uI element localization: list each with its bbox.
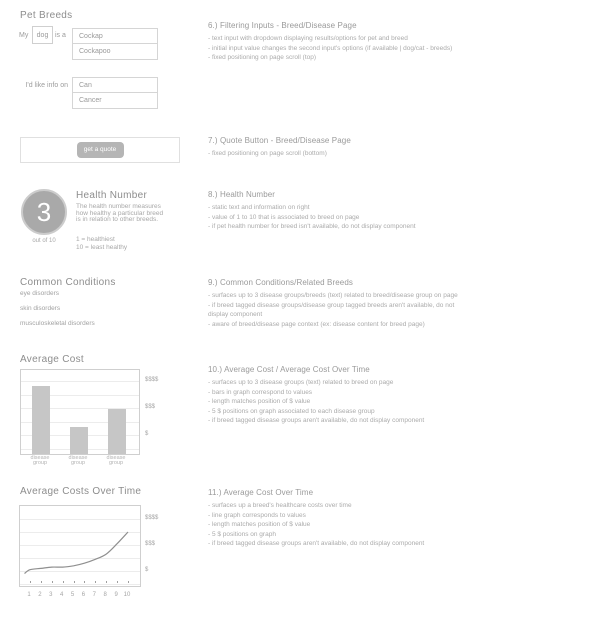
annotation-bullets <box>208 149 538 159</box>
list-item: - length matches position of $ value <box>208 521 311 528</box>
health-number-circle <box>21 189 67 235</box>
page-title: Pet Breeds <box>20 10 73 21</box>
list-item: - text input with dropdown displaying results/options for pet and breed <box>208 35 408 42</box>
disease-input[interactable]: Can <box>72 77 158 93</box>
x-tick <box>30 581 31 583</box>
bar-category-label: disease group <box>106 454 126 466</box>
health-title: Health Number <box>76 190 148 201</box>
average-cost-line-chart <box>19 505 141 587</box>
x-tick-label: 7 <box>92 592 96 598</box>
annotation-title: 9.) Common Conditions/Related Breeds <box>208 278 354 287</box>
bar-chart-title: Average Cost <box>20 354 85 365</box>
list-item: - 5 $ positions on graph <box>208 530 276 538</box>
list-item: - initial input value changes the second input's options (if available | dog/cat - breeds) <box>208 44 453 52</box>
breed-dropdown-option[interactable]: Cockapoo <box>72 43 158 60</box>
bar-ytick-bottom: $ <box>145 431 149 437</box>
conditions-title: Common Conditions <box>20 277 116 288</box>
filter-prefix-label: My <box>19 32 29 39</box>
list-item: - if pet health number for breed isn't available, do not display component <box>208 223 416 230</box>
health-description <box>76 204 163 224</box>
average-cost-over-time-section <box>19 486 189 616</box>
annotation-title: 10.) Average Cost / Average Cost Over Time <box>208 365 370 374</box>
line-series <box>25 532 129 574</box>
health-legend-least-healthy: 10 = least healthy <box>76 244 128 251</box>
list-item: - aware of breed/disease page context (ex: disease content for breed page) <box>208 320 425 328</box>
list-item: - surfaces up to 3 disease groups (text) related to breed on page <box>208 379 394 386</box>
list-item: how healthy a particular breed <box>76 209 164 217</box>
list-item: - length matches position of $ value <box>208 398 311 405</box>
annotation-quote-button <box>208 136 538 159</box>
list-item: - line graph corresponds to values <box>208 511 306 519</box>
list-item: - bars in graph correspond to values <box>208 388 313 396</box>
get-a-quote-button[interactable]: get a quote <box>77 142 124 158</box>
bar-category-label: disease group <box>68 454 88 466</box>
annotation-bullets <box>208 291 468 329</box>
bar-disease-group <box>70 427 88 454</box>
info-filter-label: I'd like info on <box>25 82 68 89</box>
x-tick-label: 1 <box>27 592 31 598</box>
x-tick <box>117 581 118 583</box>
gridline <box>21 381 139 382</box>
x-tick <box>128 581 129 583</box>
x-tick-label: 5 <box>70 592 75 598</box>
x-tick <box>74 581 75 583</box>
health-legend-healthiest: 1 = healthiest <box>76 236 115 243</box>
bar-disease-group <box>108 409 126 454</box>
annotation-average-cost-over-time <box>208 488 538 549</box>
annotation-title: 6.) Filtering Inputs - Breed/Disease Page <box>208 21 357 30</box>
list-item: musculoskeletal disorders <box>20 320 95 327</box>
list-item: - 5 $ positions on graph associated to each disease group <box>208 407 375 415</box>
conditions-list <box>20 291 95 336</box>
list-item: - value of 1 to 10 that is associated to breed on page <box>208 213 360 221</box>
annotation-bullets <box>208 378 538 426</box>
average-cost-bar-chart <box>20 369 140 455</box>
x-tick <box>95 581 96 583</box>
list-item: - if breed tagged disease groups aren't available, do not display component <box>208 417 425 424</box>
x-tick-label: 2 <box>38 592 42 598</box>
list-item: skin disorders <box>20 305 61 312</box>
line-ytick-top: $$$$ <box>145 515 159 521</box>
x-tick <box>41 581 42 583</box>
annotation-title: 8.) Health Number <box>208 190 276 199</box>
list-item: - surfaces up to 3 disease groups/breeds (text) related to breed/disease group on page <box>208 292 458 299</box>
list-item: - fixed positioning on page scroll (top) <box>208 54 317 61</box>
line-chart-title: Average Costs Over Time <box>20 486 142 497</box>
list-item: is in relation to other breeds. <box>76 216 159 224</box>
x-tick-label: 10 <box>123 592 131 598</box>
bar-disease-group <box>32 386 50 454</box>
list-item: - if breed tagged disease groups/disease group tagged breeds aren't available, do not display component <box>208 301 455 318</box>
list-item: The health number measures <box>76 203 161 210</box>
annotation-filtering-inputs <box>208 21 538 63</box>
annotation-bullets <box>208 501 538 549</box>
list-item: - surfaces up a breed's healthcare costs over time <box>208 502 352 509</box>
health-number-value: 3 <box>36 197 52 227</box>
average-cost-section <box>20 354 190 469</box>
filter-connector-label: is a <box>55 32 66 39</box>
breed-input[interactable]: Cockap <box>72 28 158 44</box>
annotation-average-cost <box>208 365 538 426</box>
annotation-bullets <box>208 203 538 232</box>
annotation-bullets <box>208 34 538 63</box>
x-tick <box>52 581 53 583</box>
quote-bar <box>20 137 180 163</box>
x-tick-label: 6 <box>81 592 86 598</box>
x-tick <box>106 581 107 583</box>
x-tick-label: 3 <box>49 592 53 598</box>
x-tick-label: 8 <box>103 592 107 598</box>
annotation-health-number <box>208 190 538 232</box>
line-ytick-mid: $$$ <box>145 541 156 547</box>
bar-ytick-mid: $$$ <box>145 404 156 410</box>
disease-dropdown-option[interactable]: Cancer <box>72 92 158 109</box>
health-scale-label: out of 10 <box>32 238 56 244</box>
list-item: eye disorders <box>20 290 60 297</box>
line-ytick-bottom: $ <box>145 567 149 573</box>
annotation-title: 11.) Average Cost Over Time <box>208 488 314 497</box>
list-item: - static text and information on right <box>208 204 310 211</box>
list-item: - fixed positioning on page scroll (bottom) <box>208 150 327 157</box>
bar-ytick-top: $$$$ <box>145 377 159 383</box>
annotation-title: 7.) Quote Button - Breed/Disease Page <box>208 136 351 145</box>
x-tick <box>84 581 85 583</box>
x-tick-label: 9 <box>114 592 118 598</box>
bar-category-label: disease group <box>30 454 50 466</box>
pet-type-input[interactable]: dog <box>32 26 53 44</box>
x-tick-label: 4 <box>59 592 64 598</box>
cost-over-time-line <box>20 506 140 586</box>
x-tick <box>63 581 64 583</box>
annotation-common-conditions <box>208 278 468 329</box>
list-item: - if breed tagged disease groups aren't available, do not display component <box>208 540 425 547</box>
